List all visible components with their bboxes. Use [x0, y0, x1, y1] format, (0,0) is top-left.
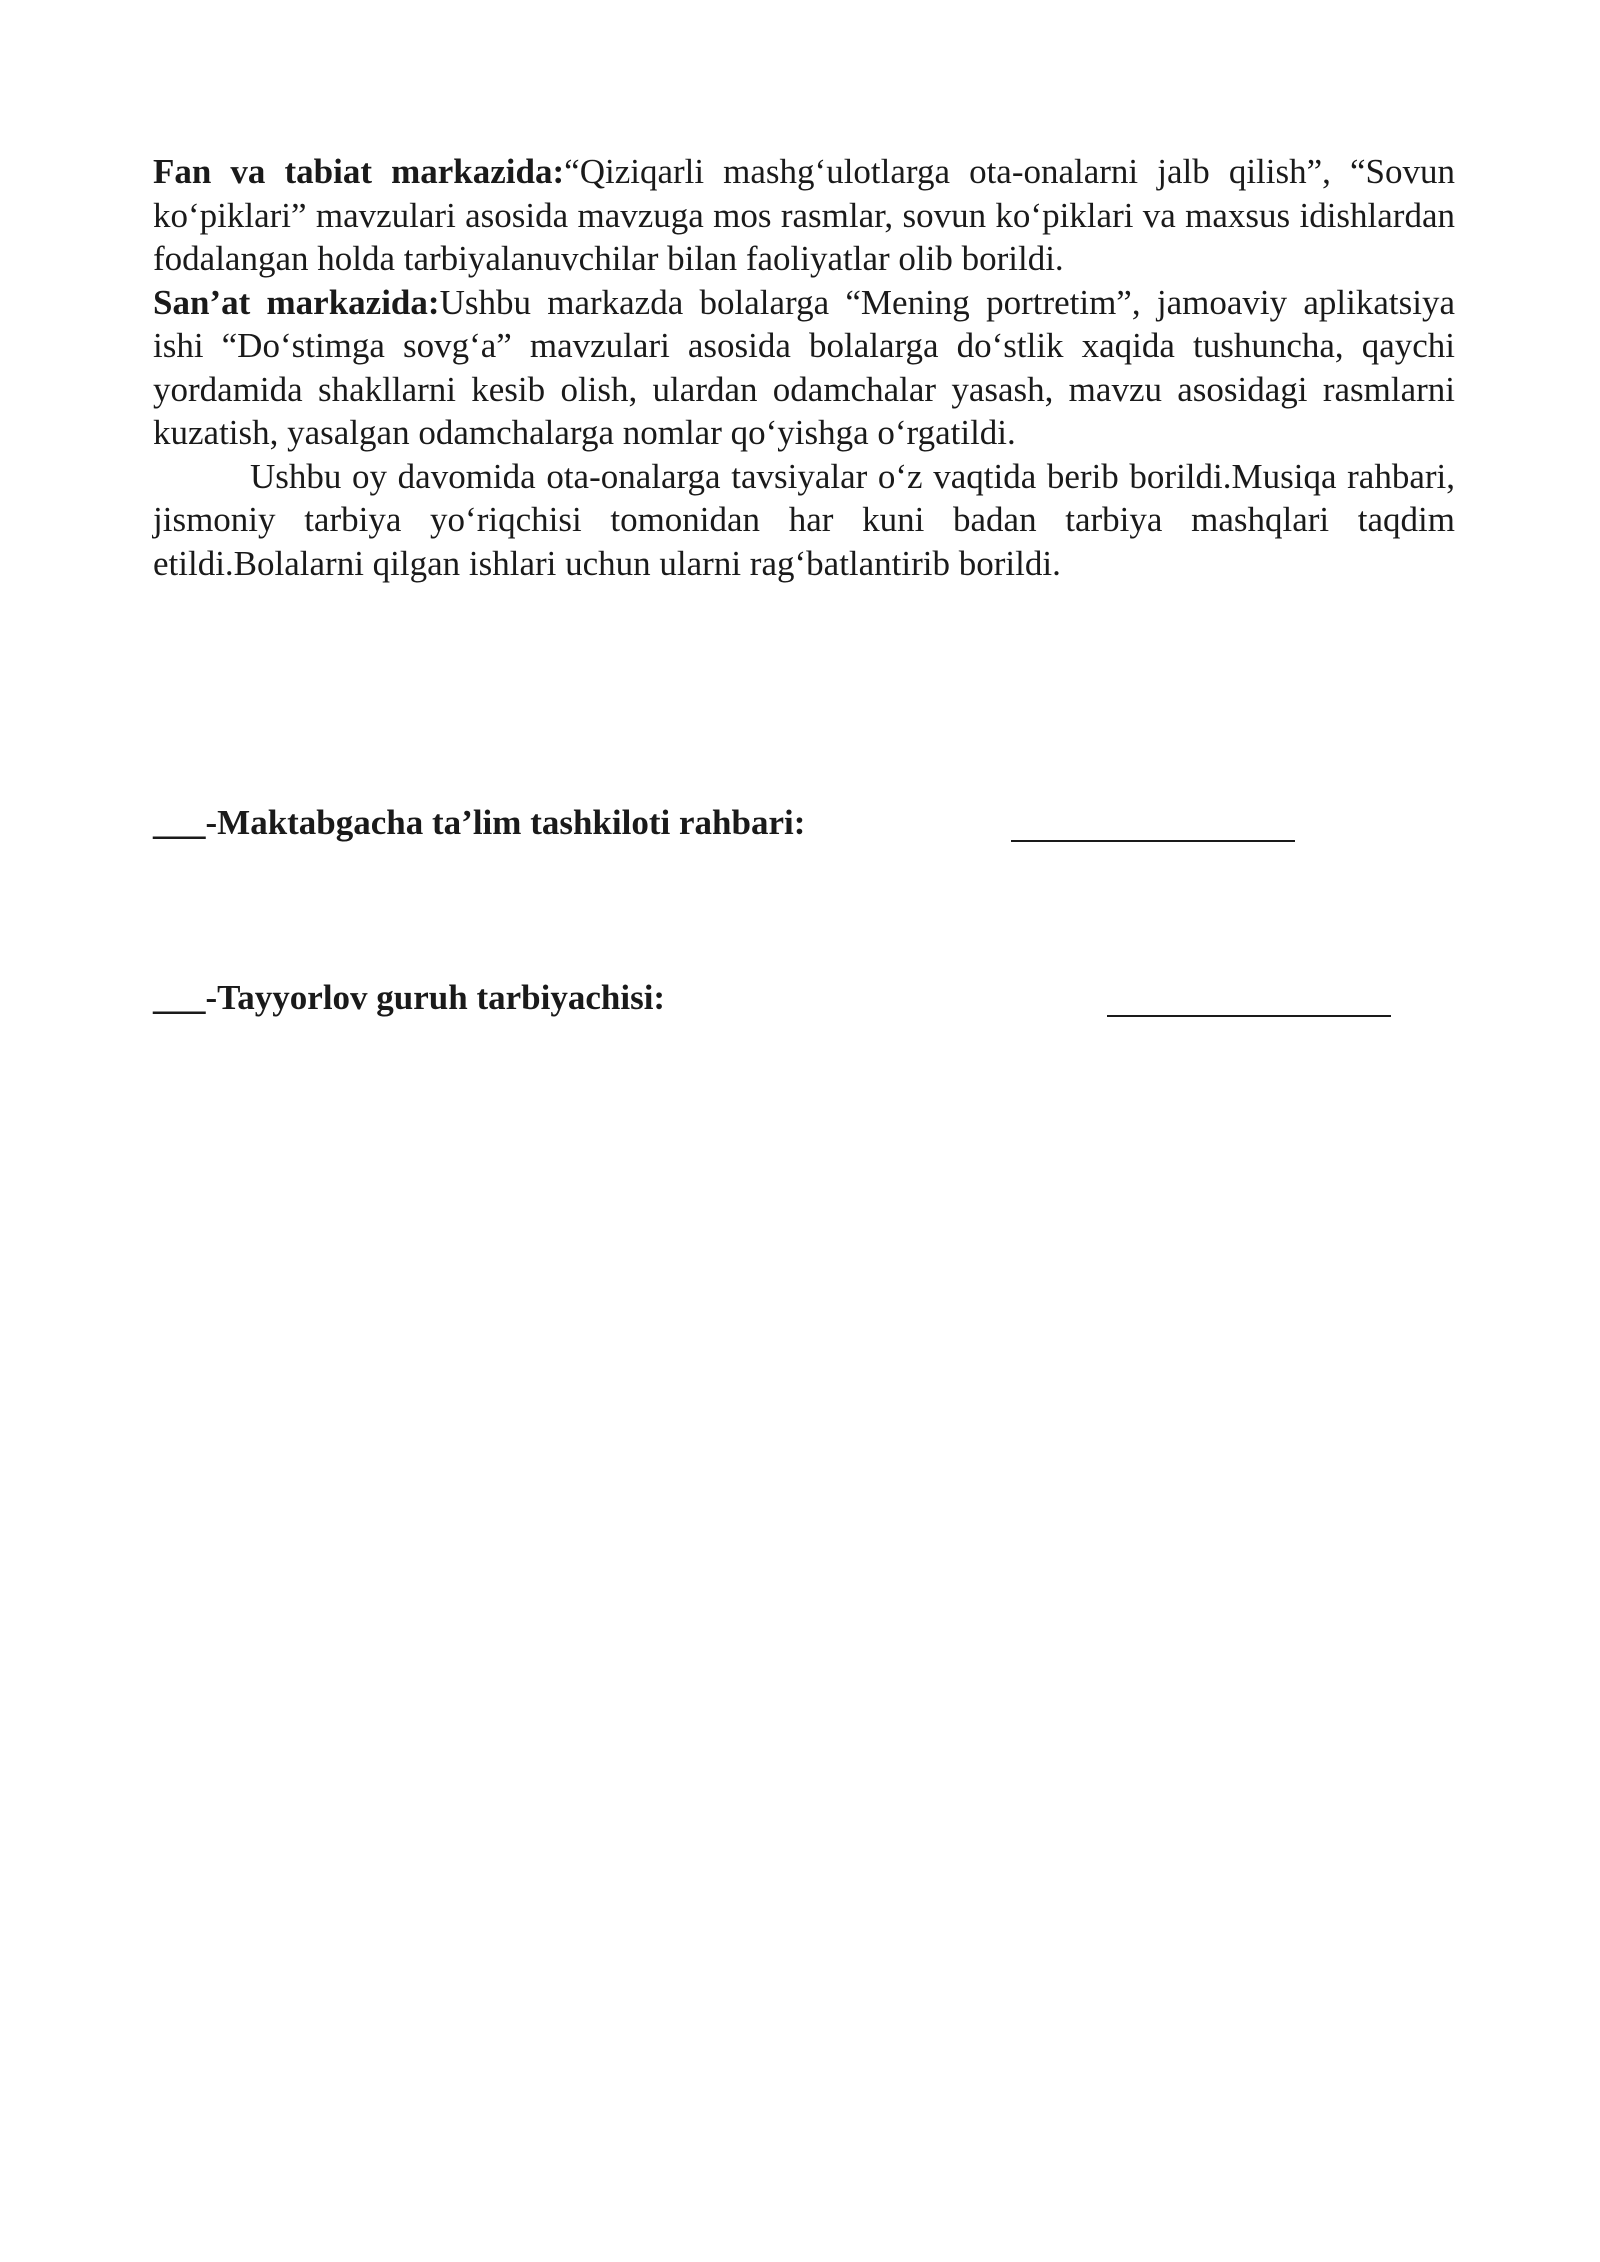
art-center-heading: San’at markazida:	[153, 282, 440, 322]
science-center-heading: Fan va tabiat markazida:	[153, 152, 565, 191]
science-center-text: “Qiziqarli mashg‘ulotlarga ota-onalarni jalb qilish”, “Sovun ko‘piklari” mavzulari asosida mavzuga mos rasmlar, sovun ko‘piklari va maxsus idishlardan fodalangan holda tarbiyalanuvchilar bilan faoliyatlar olib borildi.	[153, 152, 1455, 278]
signature-blank-teacher	[1107, 1015, 1391, 1017]
paragraph-summary: Ushbu oy davomida ota-onalarga tavsiyalar o‘z vaqtida berib borildi.Musiqa rahbari, jismoniy tarbiya yo‘riqchisi tomonidan har kuni badan tarbiya mashqlari taqdim etildi.Bolalarni qilgan ishlari uchun ularni rag‘batlantirib borildi.	[153, 456, 1455, 583]
signature-label-director: ___-Maktabgacha ta’lim tashkiloti rahbari:	[153, 803, 806, 842]
signature-blank-director	[1011, 840, 1295, 842]
paragraph-science-center	[153, 150, 1455, 281]
paragraph-art-center	[153, 281, 1455, 455]
signature-label-teacher: ___-Tayyorlov guruh tarbiyachisi:	[153, 978, 666, 1017]
document-body	[153, 150, 1455, 585]
art-center-text: Ushbu markazda bolalarga “Mening portretim”, jamoaviy aplikatsiya ishi “Do‘stimga sovg‘a” mavzulari asosida bolalarga do‘stlik xaqida tushuncha, qaychi yordamida shakllarni kesib olish, ulardan odamchalar yasash, mavzu asosidagi rasmlarni kuzatish, yasalgan odamchalarga nomlar qo‘yishga o‘rgatildi.	[153, 282, 1456, 452]
